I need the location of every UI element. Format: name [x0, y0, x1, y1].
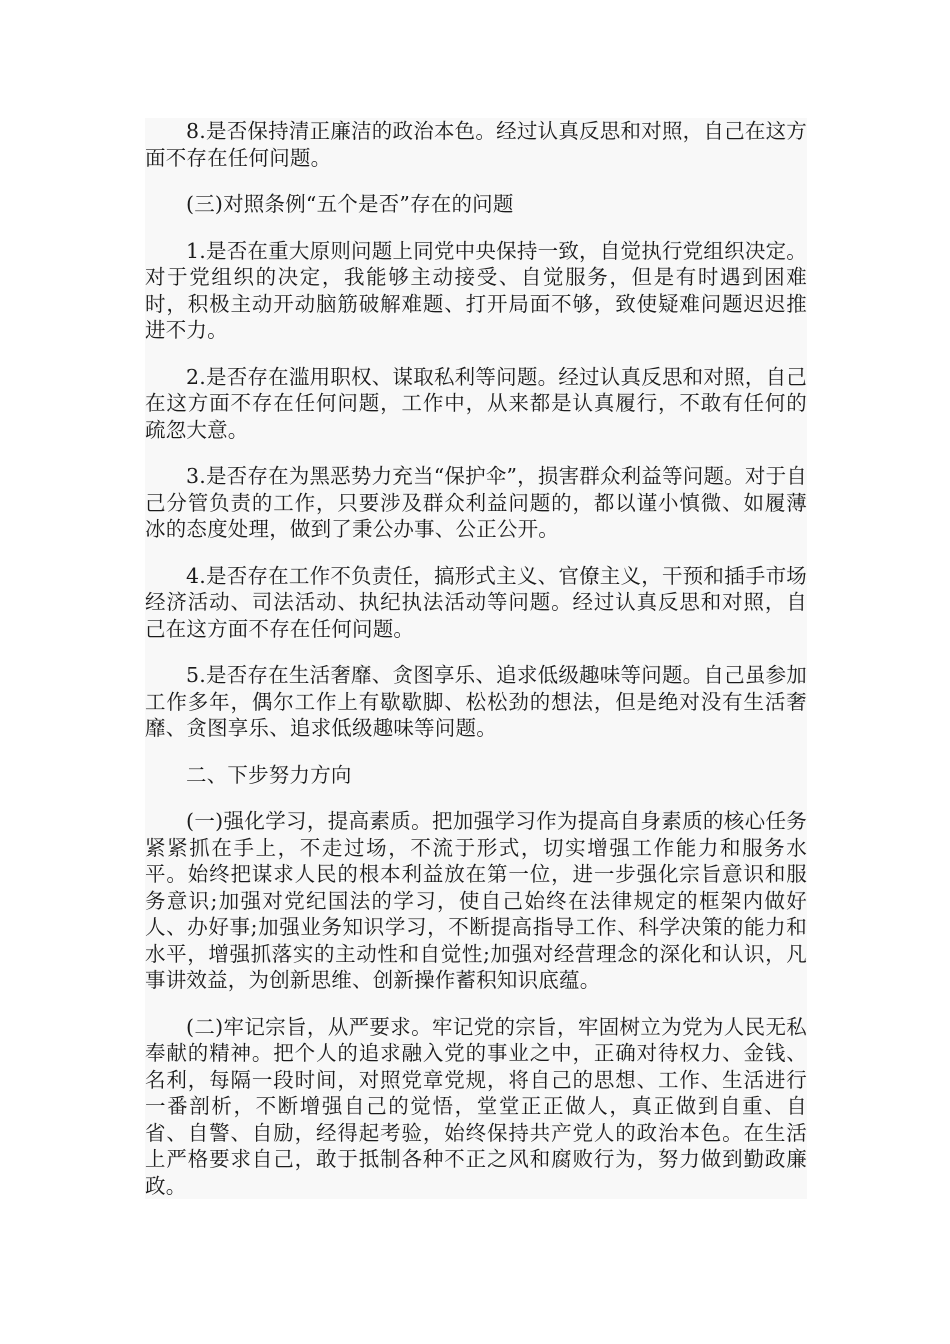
- paragraph-direction-1: (一)强化学习，提高素质。把加强学习作为提高自身素质的核心任务紧紧抓在手上，不走过场，不流于形式，切实增强工作能力和服务水平。始终把谋求人民的根本利益放在第一位，进一步强化宗旨意识和服务意识;加强对党纪国法的学习，使自己始终在法律规定的框架内做好人、办好事;加强业务知识学习，不断提高指导工作、科学决策的能力和水平，增强抓落实的主动性和自觉性;加强对经营理念的深化和认识，凡事讲效益，为创新思维、创新操作蓄积知识底蕴。: [145, 809, 807, 992]
- paragraph-question-5: 5.是否存在生活奢靡、贪图享乐、追求低级趣味等问题。自己虽参加工作多年，偶尔工作上有歇歇脚、松松劲的想法，但是绝对没有生活奢靡、贪图享乐、追求低级趣味等问题。: [145, 663, 807, 740]
- part-heading-2: 二、下步努力方向: [186, 762, 352, 787]
- paragraph-item-8: 8.是否保持清正廉洁的政治本色。经过认真反思和对照，自己在这方面不存在任何问题。: [145, 119, 807, 170]
- paragraph-question-2: 2.是否存在滥用职权、谋取私利等问题。经过认真反思和对照，自己在这方面不存在任何问题，工作中，从来都是认真履行，不敢有任何的疏忽大意。: [145, 364, 807, 442]
- section-heading-3: (三)对照条例“五个是否”存在的问题: [186, 192, 514, 216]
- paragraph-question-3: 3.是否存在为黑恶势力充当“保护伞”，损害群众利益等问题。对于自己分管负责的工作，只要涉及群众利益问题的，都以谨小慎微、如履薄冰的态度处理，做到了秉公办事、公正公开。: [145, 464, 807, 541]
- document-body: [145, 118, 807, 1199]
- paragraph-question-4: 4.是否存在工作不负责任，搞形式主义、官僚主义，干预和插手市场经济活动、司法活动、执纪执法活动等问题。经过认真反思和对照，自己在这方面不存在任何问题。: [145, 563, 807, 641]
- paragraph-question-1: 1.是否在重大原则问题上同党中央保持一致，自觉执行党组织决定。对于党组织的决定，我能够主动接受、自觉服务，但是有时遇到困难时，积极主动开动脑筋破解难题、打开局面不够，致使疑难问题迟迟推进不力。: [145, 238, 807, 342]
- paragraph-direction-2: (二)牢记宗旨，从严要求。牢记党的宗旨，牢固树立为党为人民无私奉献的精神。把个人的追求融入党的事业之中，正确对待权力、金钱、名利，每隔一段时间，对照党章党规，将自己的思想、工作、生活进行一番剖析，不断增强自己的觉悟，堂堂正正做人，真正做到自重、自省、自警、自励，经得起考验，始终保持共产党人的政治本色。在生活上严格要求自己，敢于抵制各种不正之风和腐败行为，努力做到勤政廉政。: [145, 1014, 807, 1198]
